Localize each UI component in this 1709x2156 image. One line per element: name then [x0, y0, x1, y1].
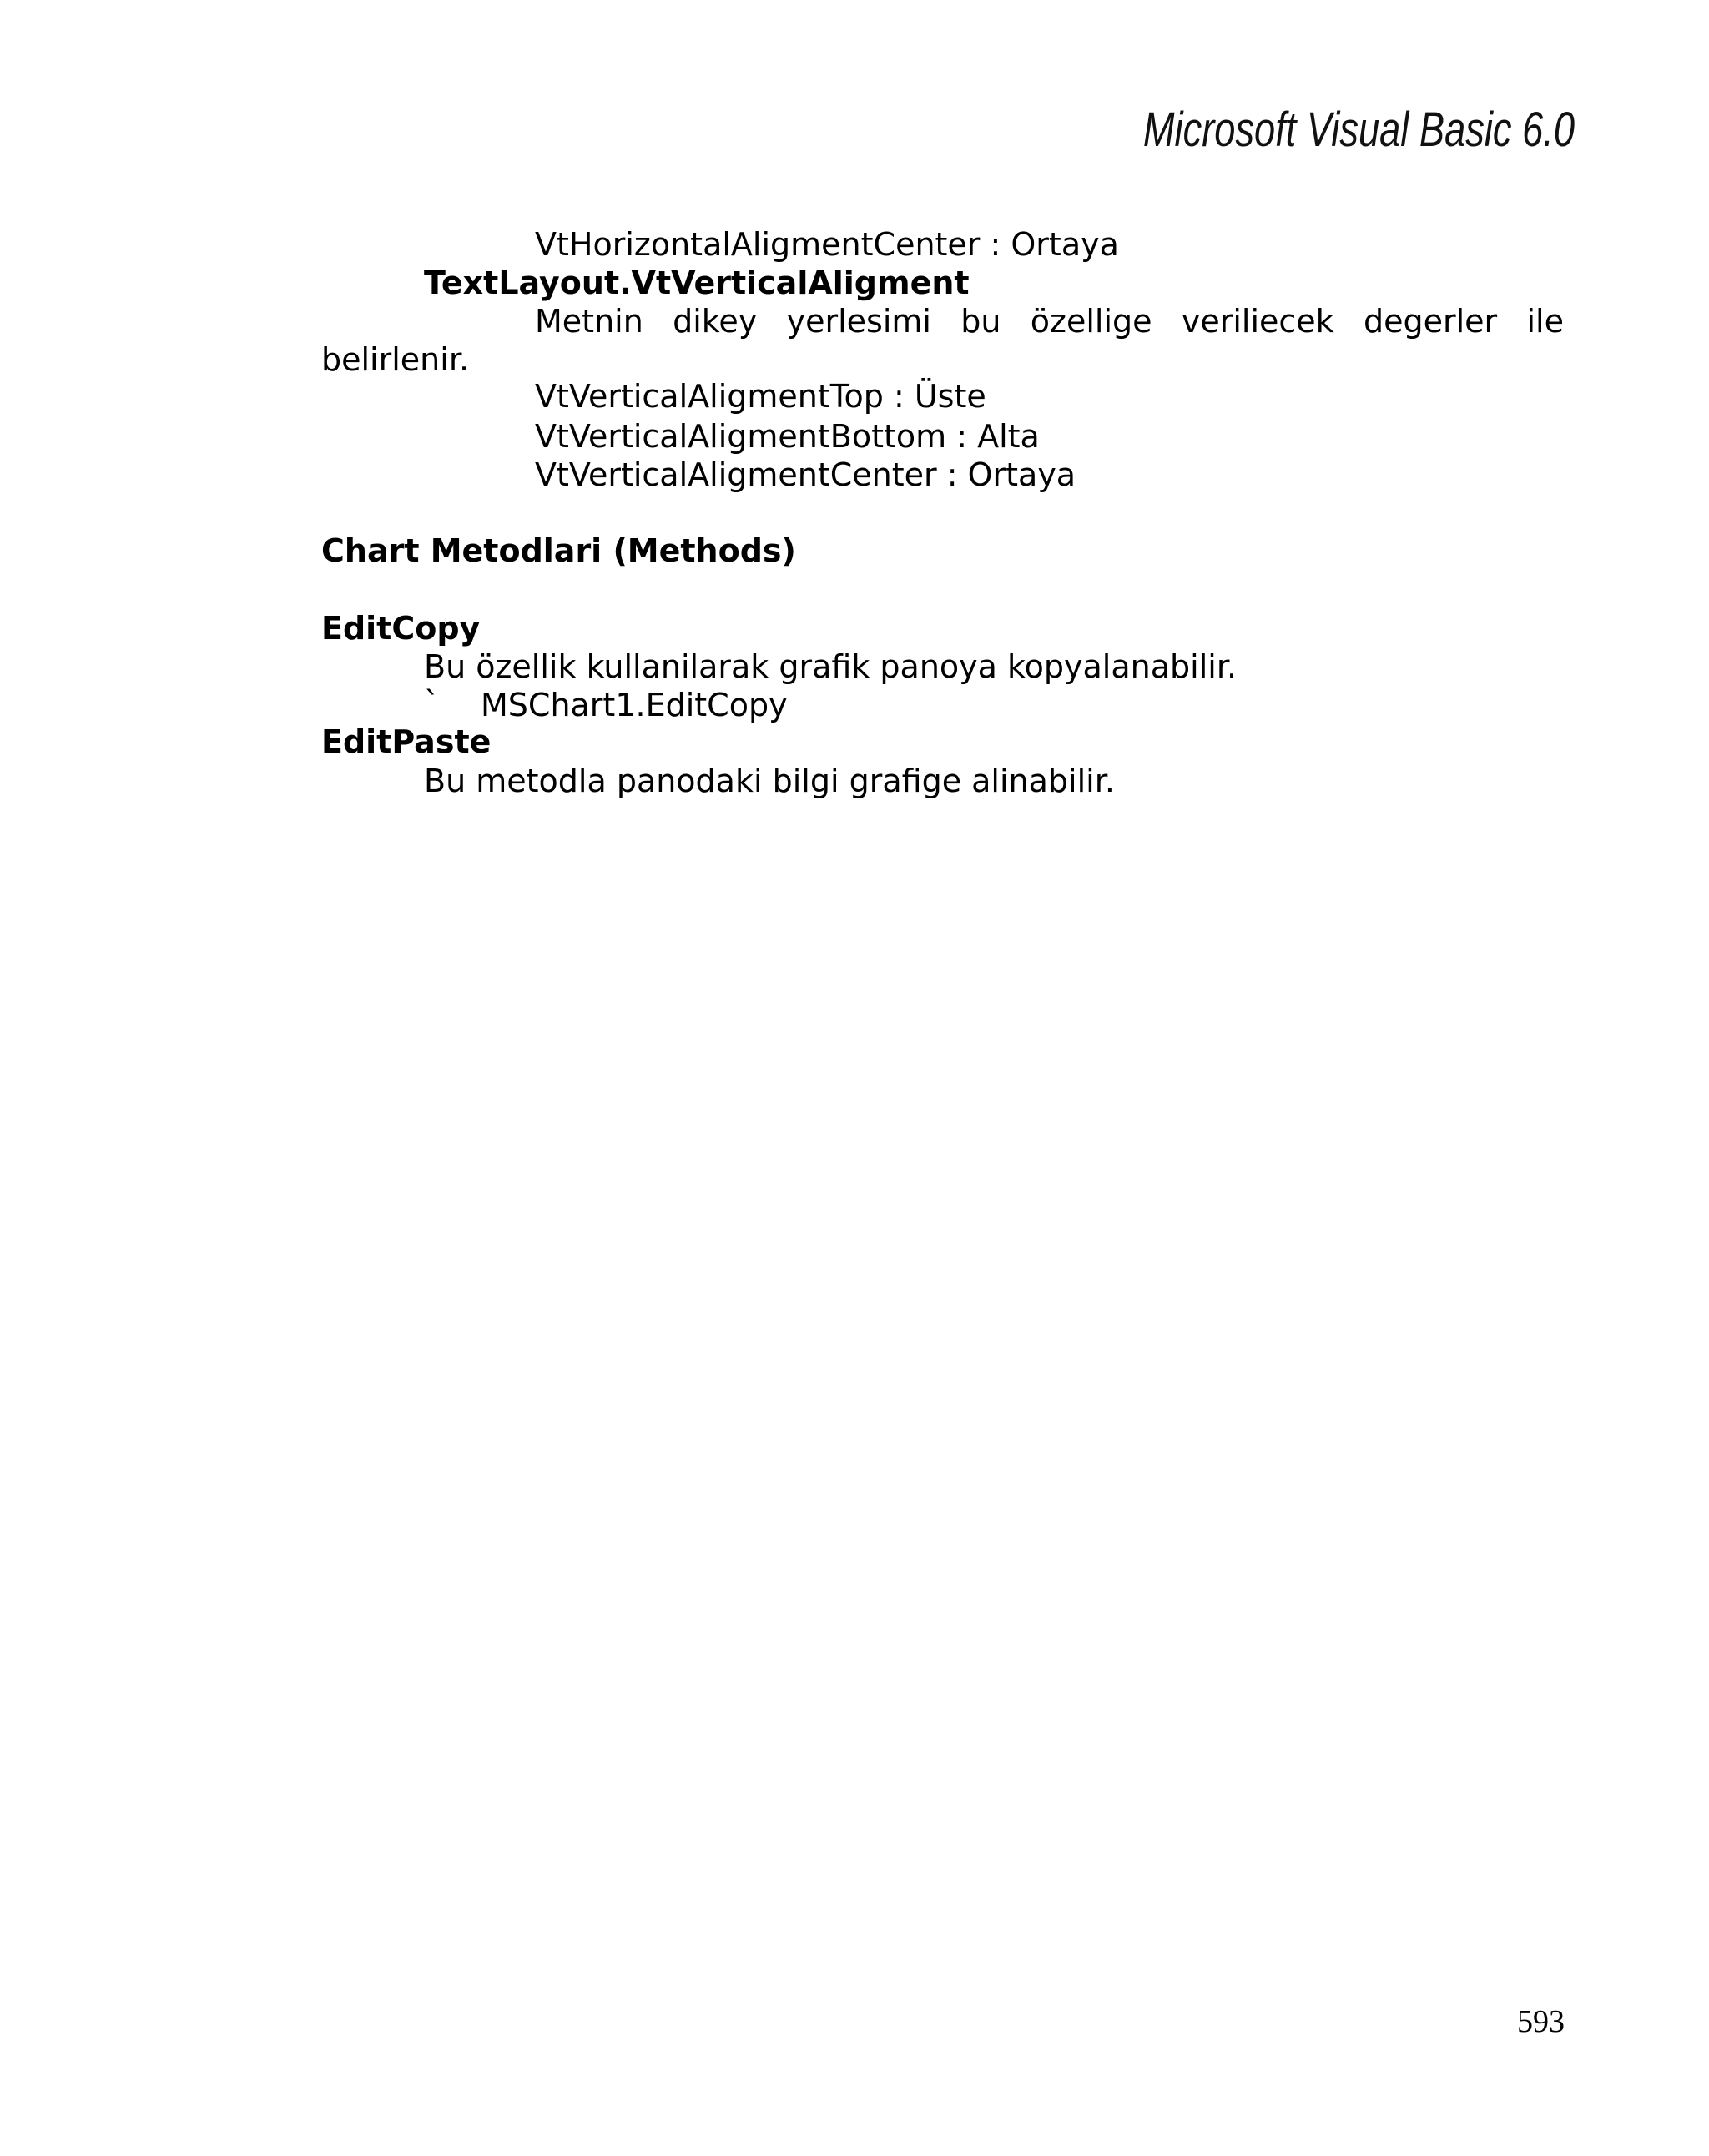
- alignment-center-line: VtHorizontalAligmentCenter : Ortaya: [535, 226, 1119, 263]
- running-header: Microsoft Visual Basic 6.0: [1142, 103, 1575, 157]
- property-description-line: [535, 302, 1564, 340]
- editcopy-code-line: MSChart1.EditCopy: [481, 687, 788, 723]
- editpaste-heading: EditPaste: [321, 723, 492, 760]
- editcopy-heading: EditCopy: [321, 610, 481, 647]
- editcopy-description: Bu özellik kullanilarak grafik panoya kopyalanabilir.: [424, 648, 1238, 685]
- property-heading: TextLayout.VtVerticalAligment: [424, 264, 970, 301]
- alignment-top-line: VtVerticalAligmentTop : Üste: [535, 378, 986, 415]
- property-description-text: Metnin dikey yerlesimi bu özellige veriliecek degerler ile: [535, 303, 1564, 340]
- alignment-bottom-line: VtVerticalAligmentBottom : Alta: [535, 418, 1040, 455]
- code-comment-marker: `: [424, 685, 440, 722]
- alignment-center-vertical-line: VtVerticalAligmentCenter : Ortaya: [535, 456, 1076, 493]
- section-heading: Chart Metodlari (Methods): [321, 532, 796, 569]
- editpaste-description: Bu metodla panodaki bilgi grafige alinabilir.: [424, 763, 1115, 799]
- property-description-continuation: belirlenir.: [321, 341, 470, 378]
- page-number: 593: [1517, 2004, 1565, 2039]
